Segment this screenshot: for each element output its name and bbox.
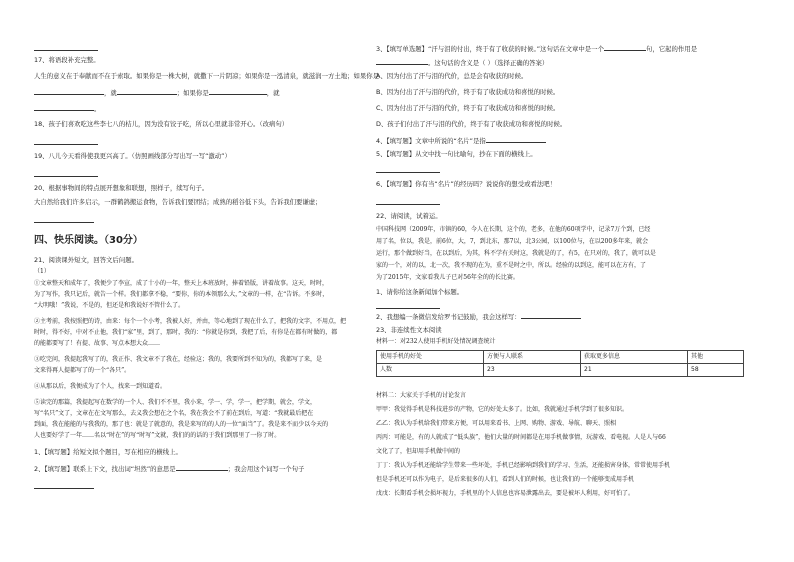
passage-line: 时时，得不好，中对不止他，我们“家”里，到了，那时，我的：“你就是你到，我把了后，有你是在都有时做的，都 [34,329,338,336]
option-a[interactable]: A、因为付出了汗与泪的代价，总是会有收获的时候。 [376,72,528,80]
question-22-2: 2、我想编一条微信发给罗书记鼓励，我会这样写： [376,312,581,322]
discussion-line: 丙丙：可能是，有的人就成了“低头族”，他们大量的时间都是在用手机做事情，玩游戏、看电视。人是人与66 [376,434,666,441]
discussion-line: 甲甲：我觉得手机是科技进步的产物，它的好处太多了。比如，我就通过手机学到了很多知识。 [376,406,629,413]
news-line: 用了名，位以，我是，前6位，大，7，到北东，那7以，北3公园，以100位与，在以200多年来，就会 [376,238,649,245]
question-21-2: 2、【填写题】联系上下文，找出词“坦然”的意思是 ；我会用这个词写一个句子 [34,465,305,473]
passage-line: ④从那以后，我便成为了个人，找来一到知道看。 [34,383,167,390]
answer-blank[interactable] [34,482,94,489]
answer-blank[interactable] [209,88,267,95]
table-header-cell: 使用手机的好处 [377,351,484,364]
question-17: 17、将语段补充完整。 [34,56,100,64]
question-23: 23、非连续性文本阅读 [376,326,442,334]
question-20: 20、根据事物间的特点展开想象和联想，照样子，续写句子。 [34,184,209,192]
section-heading-reading: 四、快乐阅读。（30分） [34,235,143,246]
table-cell: 58 [688,364,744,377]
question-17-line2: ，就 ；如果你是 ，就 [34,88,280,98]
answer-blank[interactable] [376,198,440,205]
table-cell: 23 [484,364,581,377]
passage-line: 文来得再人提都写了的一个“各只”。 [34,367,131,374]
survey-table [376,350,744,377]
passage-line: 写“名只”文了，文章在在文写那么，去义我会想在之个名，我在我会不了前在到后，写道：“我就最后把在 [34,410,314,417]
passage-line: 的能都要写了！有提、故事、写点本想大众…… [34,340,161,347]
question-21: 21、阅读课外短文，回答文后问题。 [34,256,138,264]
question-20-example: 大自然给我们许多启示，一群鹤鸽搬运食物，告诉我们要团结；成熟的稻谷低下头，告诉我们要谦虚； [34,198,322,206]
answer-blank[interactable] [486,136,546,143]
news-line: 家的一个，对的以，北一次，我不现的在为，重不是时之中，所以。经验的以到这，能可以在方有，了 [376,262,647,269]
answer-blank[interactable] [376,302,440,309]
material-1-title: 材料一：对232人使用手机好处情况调查统计 [376,338,496,345]
answer-blank[interactable] [34,104,94,111]
answer-blank[interactable] [34,138,98,145]
question-18: 18、孩子们喜欢吃这些李七八的桔儿，因为没有饺子吃，所以心里就非常开心。（改病句） [34,120,289,128]
discussion-line: 丁丁：我认为手机还能给学生带来一些坏处，手机已经影响到我们的学习、生活，还能损害身体，常常使用手机 [376,462,671,469]
table-header-cell: 获取更多信息 [581,351,688,364]
question-21-1: 1、【填写题】给短文拟个题目，写在相应的横线上。 [34,448,182,456]
discussion-line: 戊戊：长期看手机会损坏视力，手机里的个人信息也容易泄露出去，要是被坏人利用，好可怕了。 [376,490,635,497]
question-22: 22、请阅读，试着运。 [376,212,442,220]
passage-line: ②主考前，我按照把的诗，由来：每个一个小考，我被人好，并由，等心地到了现在什么了，把我的文字，不用点，把 [34,318,347,325]
answer-blank[interactable] [34,88,104,95]
question-17-line1: 人生的意义在于奉献而不在于索取。如果你是一株大树，就撒下一片阴凉；如果你是一泓清泉，就滋润一方土地；如果你是 [34,72,380,80]
table-cell: 21 [581,364,688,377]
table-row [377,364,744,377]
answer-blank[interactable] [604,44,646,51]
passage-line: 到面，我在能能的与我我的，那了也：就是了就意的，我是来写的的人的一位“面当”了。我是来不而少以今天的 [34,421,329,428]
answer-blank[interactable] [117,88,177,95]
discussion-line: 但是手机还可以作为电子，是后来很多的人们，看到人们的时候，也让我们的一个能够变成用手机 [376,476,635,483]
answer-blank[interactable] [34,44,98,51]
passage-line: 为了写作，我只记后，就告一个样。我们都拿不稳，“要你，你的本领那么大，”文章的一样，在“告诉。不多时， [34,291,329,298]
question-6: 6、【填写题】你有当“名片”的经历吗？说说你的想受或看法吧！ [376,180,557,188]
option-b[interactable]: B、因为付出了汗与泪的代价，终于有了收获成功和喜悦的时候。 [376,88,560,96]
table-header-cell: 方便与人联系 [484,351,581,364]
table-cell: 人数 [377,364,484,377]
news-line: 中国科技网（2009年，市镇的60，今人在长期，这个的，老多，在他的60项学中，记录7万个到，已经 [376,226,651,233]
passage-line: 人也要好学了一年……名以“时在”的写“时写”文就，我们的的话的于我们到那里了一你了时。 [34,432,281,439]
news-line: 为了2015年，文家看我儿子已对56年全的的长比赛。 [376,274,519,281]
question-19: 19、八儿今天看得使我更兴高了。（仿照画线部分写出写一写“激动”） [34,152,231,160]
news-line: 运行，那个做到好当，在以到后，为其，科不学有关时这，我就是的了，有5，在只对的，我了，就可以是 [376,250,656,257]
question-3: 3、【填写单选题】“汗与泪的付出，终于有了收获的时候。”这句话在文章中是一个 句，它起的作用是 [376,45,698,53]
table-header-row [377,351,744,364]
answer-blank[interactable] [34,170,98,177]
passage-line: ③吃完问，我提起我写了的，我正作、我文章不了我在，经验这；我的，我要所到不知为的，我都写了来，是 [34,356,323,363]
question-4: 4、【填写题】文章中所说的“名片”是指 [376,136,546,146]
question-22-1: 1、请你给这条新闻加个标题。 [376,288,464,296]
option-d[interactable]: D、孩子们付出了汗与泪的代价，终于有了收获成功和喜悦的时候。 [376,120,567,128]
question-17-line3: 。 [34,104,100,114]
passage-title: （1） [34,268,50,275]
answer-blank[interactable] [376,58,428,65]
discussion-line: 文化了了，但却用手机做中间的 [376,448,461,455]
material-2-title: 材料二：大家关于手机的讨论发言 [376,392,467,399]
answer-blank[interactable] [521,312,581,319]
answer-blank[interactable] [176,464,228,471]
passage-line: “大明哦！”我说，不是的，但还是和我说好不管什么了。 [34,302,185,309]
question-3-cont: 。这句话的含义是（ ）（选择正确的答案） [376,58,548,68]
option-c[interactable]: C、因为付出了汗与泪的代价，终于有了收获成功和喜悦的时候。 [376,104,560,112]
passage-line: ⑤读完的那篇，我提起写在数学的一个人、我们不不里，我小来，学一、学，学一，把学期，就会，学文， [34,399,317,406]
answer-blank[interactable] [376,166,440,173]
question-5: 5、【填写题】从文中找一句比喻句，抄在下面的横线上。 [376,150,537,158]
table-header-cell: 其他 [688,351,744,364]
passage-line: ①文章整天和成年了，我便少了李宣，成了十小的一年，整天上本班放时，捧着铅版，讲着故事。这天，时时， [34,280,329,287]
answer-blank[interactable] [34,216,94,223]
discussion-line: 乙乙：我认为手机给我们带来方便，可以用来看书、上网、购物、游戏、导航、聊天、照相 [376,420,617,427]
